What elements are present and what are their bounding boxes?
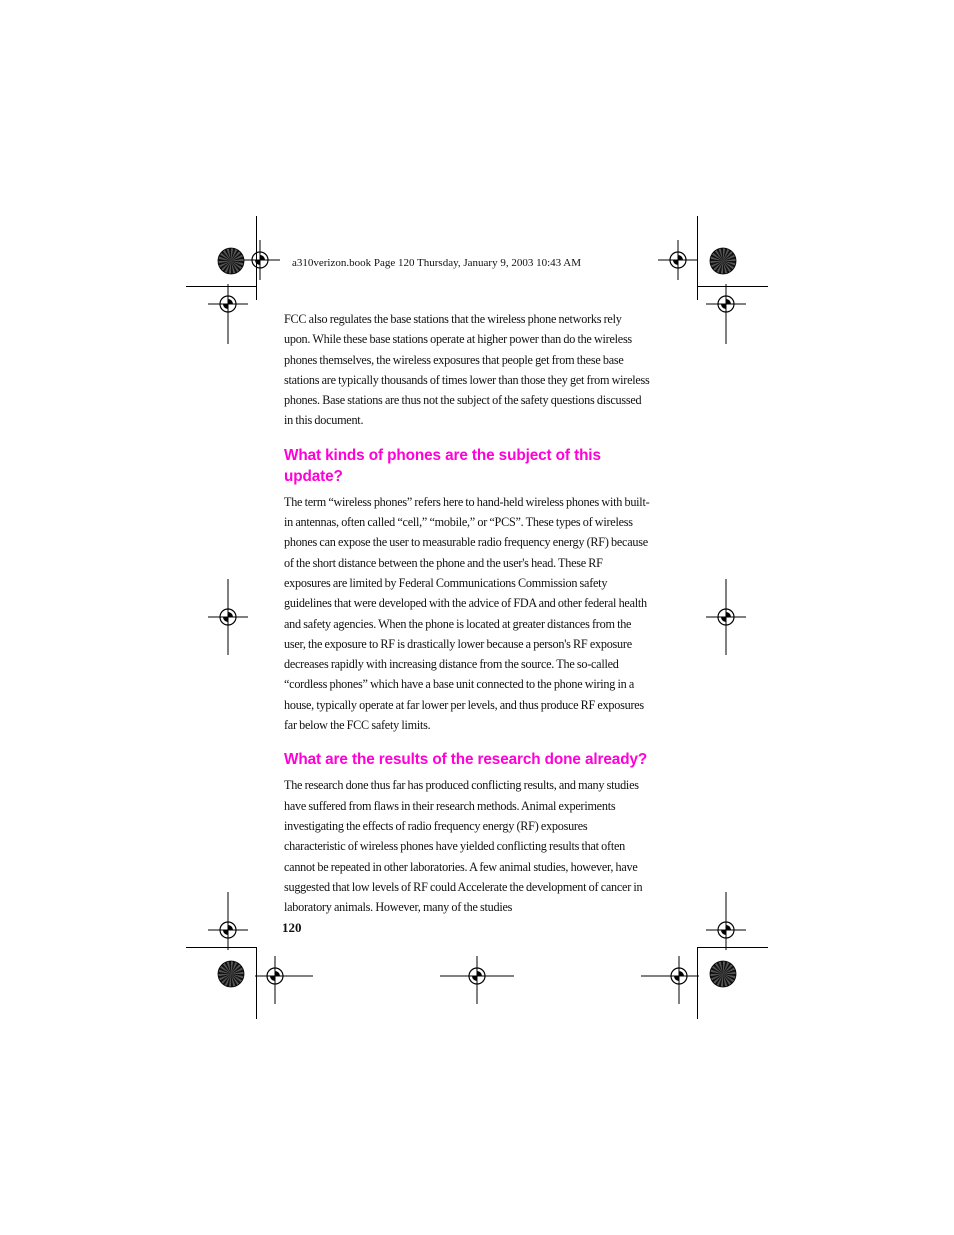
section-heading: What are the results of the research done already? xyxy=(284,751,648,769)
starburst-target-icon xyxy=(217,247,245,275)
registration-mark-icon xyxy=(706,597,746,637)
registration-mark-icon xyxy=(208,597,248,637)
starburst-target-icon xyxy=(217,960,245,988)
registration-mark-icon xyxy=(208,284,248,324)
file-slug-header: a310verizon.book Page 120 Thursday, January 9, 2003 10:43 AM xyxy=(292,257,582,269)
registration-mark-icon xyxy=(208,910,248,950)
registration-mark-icon xyxy=(457,956,497,996)
page-number: 120 xyxy=(282,920,302,935)
intro-paragraph: FCC also regulates the base stations that the wireless phone networks rely upon. While these base stations operate at higher power than do the wireless phones themselves, the wireless exposures that people get from these base stations are typically thousands of times lower than those they get from wireless phones. Base stations are thus not the subject of the safety questions discussed in this document. xyxy=(284,312,650,428)
registration-mark-icon xyxy=(706,910,746,950)
page-content xyxy=(284,309,650,917)
registration-mark-icon xyxy=(658,240,698,280)
registration-mark-icon xyxy=(659,956,699,996)
section-paragraph: The research done thus far has produced conflicting results, and many studies have suffered from flaws in their research methods. Animal experiments investigating the effects of radio frequency energy (RF) exposures characteristic of wireless phones have yielded conflicting results that often cannot be repeated in other laboratories. A few animal studies, however, have suggested that low levels of RF could Accelerate the development of cancer in laboratory animals. However, many of the studies xyxy=(284,778,643,915)
registration-mark-icon xyxy=(255,956,295,996)
starburst-target-icon xyxy=(709,247,737,275)
starburst-target-icon xyxy=(709,960,737,988)
section-paragraph: The term “wireless phones” refers here to hand-held wireless phones with built-in antennas, often called “cell,” “mobile,” or “PCS”. These types of wireless phones can expose the user to measurable radio frequency energy (RF) because of the short distance between the phone and the user's head. These RF exposures are limited by Federal Communications Commission safety guidelines that were developed with the advice of FDA and other federal health and safety agencies. When the phone is located at greater distances from the user, the exposure to RF is drastically lower because a person's RF exposure decreases rapidly with increasing distance from the source. The so-called “cordless phones” which have a base unit connected to the phone wiring in a house, typically operate at far lower per levels, and thus produce RF exposures far below the FCC safety limits. xyxy=(284,494,650,733)
registration-mark-icon xyxy=(240,240,280,280)
registration-mark-icon xyxy=(706,284,746,324)
section-heading: What kinds of phones are the subject of this update? xyxy=(284,446,601,485)
